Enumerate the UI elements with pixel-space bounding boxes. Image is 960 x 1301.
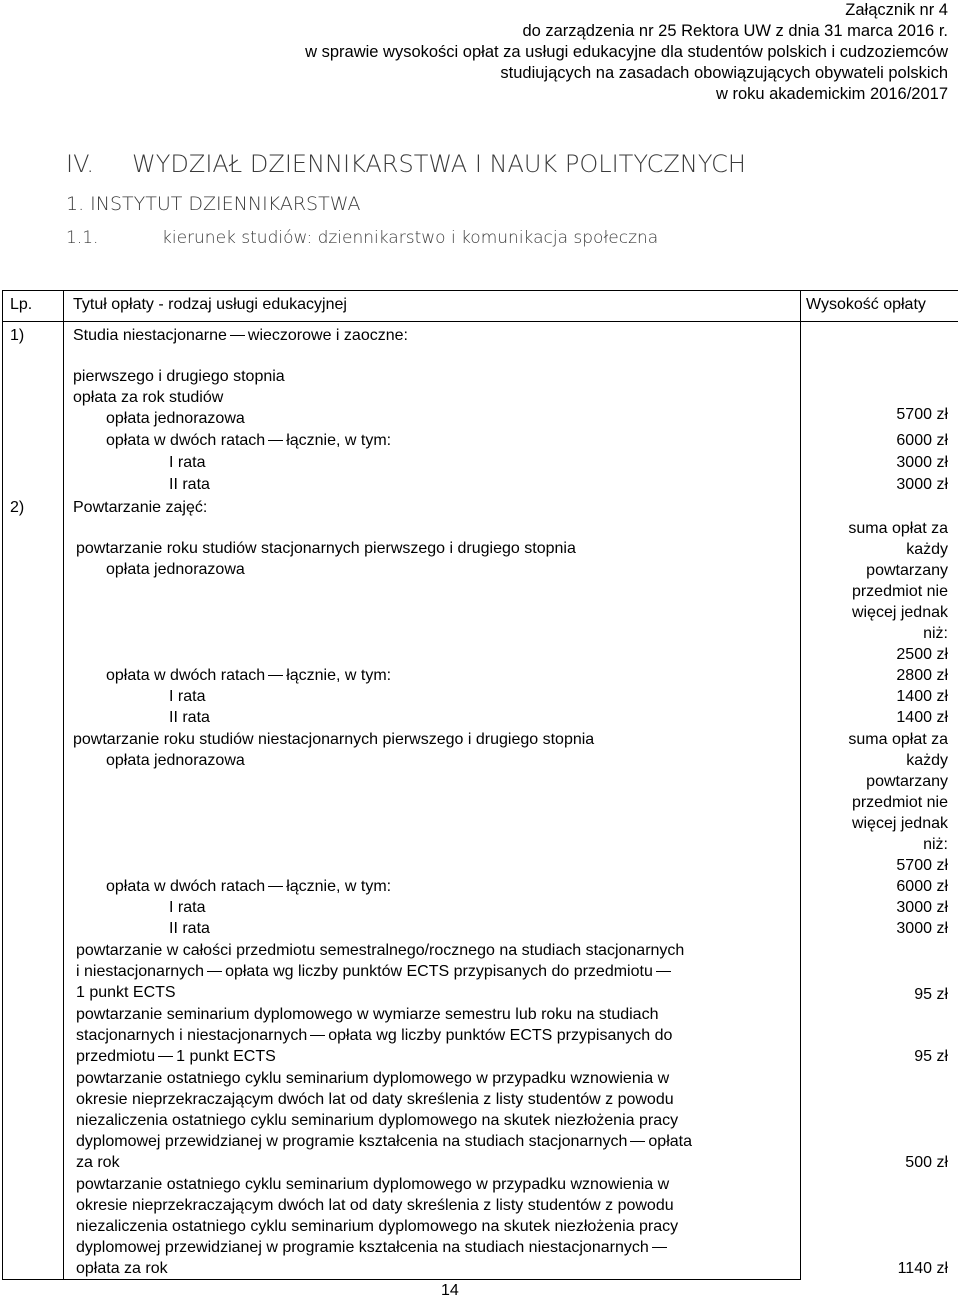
section-2-number: 2)	[10, 499, 25, 516]
r6-line	[76, 1237, 678, 1258]
r2-inst2-amount: 3000 zł	[896, 920, 948, 937]
course-heading	[66, 228, 658, 248]
r4-line-text: opłata wg liczby punktów ECTS przypisanych do	[328, 1027, 673, 1044]
r4-line-text: 1 punkt ECTS	[176, 1048, 276, 1065]
r4-line	[76, 1046, 672, 1067]
r6-line: okresie nieprzekraczającym dwóch lat od daty skreślenia z listy studentów z powodu	[76, 1197, 674, 1214]
col-header-amount: Wysokość opłaty	[806, 296, 926, 313]
r5-line-text: opłata	[648, 1133, 692, 1150]
s1-two-inst-label	[106, 430, 391, 451]
sum-line: przedmiot nie	[851, 794, 948, 811]
r2-inst2-label: II rata	[169, 920, 210, 937]
two-inst-text-rest: łącznie, w tym:	[286, 432, 392, 449]
section-1-title-text: Studia niestacjonarne	[73, 327, 227, 344]
s1-year: opłata za rok studiów	[73, 389, 224, 406]
section-1-title	[73, 325, 408, 346]
r3-amount: 95 zł	[914, 986, 948, 1003]
r1-inst1-label: I rata	[169, 688, 206, 705]
r4-line: powtarzanie seminarium dyplomowego w wymiarze semestru lub roku na studiach	[76, 1006, 659, 1023]
header-line-annex: Załącznik nr 4	[845, 1, 948, 19]
s1-one-time-amount: 5700 zł	[896, 406, 948, 423]
dash	[230, 335, 245, 336]
r2-sum-note	[848, 729, 948, 876]
r6-line: opłata za rok	[76, 1260, 168, 1277]
faculty-name: WYDZIAŁ DZIENNIKARSTWA I NAUK POLITYCZNYCH	[132, 150, 746, 178]
r6-line: powtarzanie ostatniego cyklu seminarium dyplomowego w przypadku wznowienia w	[76, 1176, 670, 1193]
r1-inst2-label: II rata	[169, 709, 210, 726]
s1-inst2-amount: 3000 zł	[896, 476, 948, 493]
r6-description	[76, 1174, 678, 1279]
s1-one-time-label: opłata jednorazowa	[106, 410, 245, 427]
sum-line: więcej jednak	[851, 815, 948, 832]
col-header-lp: Lp.	[10, 296, 33, 313]
r4-amount: 95 zł	[914, 1048, 948, 1065]
r1-one-time-label: opłata jednorazowa	[106, 561, 245, 578]
r5-line	[76, 1131, 692, 1152]
r1-inst1-amount: 1400 zł	[896, 688, 948, 705]
dash	[630, 1141, 645, 1142]
r3-line	[76, 961, 684, 982]
section-2-title: Powtarzanie zajęć:	[73, 499, 208, 516]
sum-line: powtarzany	[866, 773, 948, 790]
r3-line-text: opłata wg liczby punktów ECTS przypisanych do przedmiotu	[225, 963, 653, 980]
dash	[268, 440, 283, 441]
table-border-bottom	[2, 1279, 800, 1280]
s1-two-inst-amount: 6000 zł	[896, 432, 948, 449]
r4-description	[76, 1004, 672, 1067]
section-1-title-rest: wieczorowe i zaoczne:	[247, 327, 408, 344]
table-divider-lp	[63, 290, 64, 1280]
document-header	[305, 0, 948, 105]
r2-two-inst-amount: 6000 zł	[896, 878, 948, 895]
two-inst-text-rest: łącznie, w tym:	[286, 667, 392, 684]
header-line-subject: w sprawie wysokości opłat za usługi edukacyjne dla studentów polskich i cudzoziemców	[305, 43, 948, 61]
dash	[158, 1056, 173, 1057]
r6-line-text: dyplomowej przewidzianej w programie kształcenia na studiach niestacjonarnych	[76, 1239, 649, 1256]
table-border-left	[2, 290, 3, 1280]
course-number: 1.1.	[66, 228, 99, 248]
r1-title: powtarzanie roku studiów stacjonarnych pierwszego i drugiego stopnia	[76, 540, 576, 557]
r5-amount: 500 zł	[905, 1154, 948, 1171]
sum-line: więcej jednak	[851, 604, 948, 621]
sum-line: każdy	[906, 752, 948, 769]
header-line-subject-cont: studiujących na zasadach obowiązujących obywateli polskich	[500, 64, 948, 82]
sum-line: suma opłat za	[848, 731, 948, 748]
dash	[268, 675, 283, 676]
dash	[310, 1035, 325, 1036]
s1-inst2-label: II rata	[169, 476, 210, 493]
r6-amount: 1140 zł	[897, 1260, 948, 1277]
r1-sum-note	[848, 518, 948, 665]
sum-line: powtarzany	[866, 562, 948, 579]
col-header-title: Tytuł opłaty - rodzaj usługi edukacyjnej	[73, 296, 347, 313]
sum-line: niż:	[923, 625, 948, 642]
r3-line: 1 punkt ECTS	[76, 984, 176, 1001]
section-1-number: 1)	[10, 327, 25, 344]
sum-line: niż:	[923, 836, 948, 853]
s1-level: pierwszego i drugiego stopnia	[73, 368, 285, 385]
header-line-ordinance: do zarządzenia nr 25 Rektora UW z dnia 31 marca 2016 r.	[522, 22, 948, 40]
two-inst-text-rest: łącznie, w tym:	[286, 878, 392, 895]
r2-two-inst-label	[106, 876, 391, 897]
r4-line-text: stacjonarnych i niestacjonarnych	[76, 1027, 308, 1044]
r1-one-time-amount: 2500 zł	[896, 646, 948, 663]
r5-line: za rok	[76, 1154, 120, 1171]
dash	[207, 971, 222, 972]
r2-title: powtarzanie roku studiów niestacjonarnych pierwszego i drugiego stopnia	[73, 731, 595, 748]
r2-inst1-amount: 3000 zł	[896, 899, 948, 916]
sum-line: każdy	[906, 541, 948, 558]
r5-description	[76, 1068, 692, 1173]
r1-two-inst-label	[106, 665, 391, 686]
dash	[268, 886, 283, 887]
r2-inst1-label: I rata	[169, 899, 206, 916]
table-divider-amount	[800, 290, 801, 1280]
r5-line: okresie nieprzekraczającym dwóch lat od daty skreślenia z listy studentów z powodu	[76, 1091, 674, 1108]
s1-inst1-amount: 3000 zł	[896, 454, 948, 471]
two-inst-text: opłata w dwóch ratach	[106, 432, 266, 449]
r3-line: powtarzanie w całości przedmiotu semestralnego/rocznego na studiach stacjonarnych	[76, 942, 685, 959]
sum-line: przedmiot nie	[851, 583, 948, 600]
table-row-divider	[2, 321, 958, 322]
r5-line: niezaliczenia ostatniego cyklu seminarium dyplomowego na skutek niezłożenia pracy	[76, 1112, 679, 1129]
r3-description	[76, 940, 684, 1003]
dash	[656, 971, 671, 972]
s1-inst1-label: I rata	[169, 454, 206, 471]
r6-line: niezaliczenia ostatniego cyklu seminarium dyplomowego na skutek niezłożenia pracy	[76, 1218, 679, 1235]
page-number: 14	[441, 1282, 459, 1299]
r2-one-time-label: opłata jednorazowa	[106, 752, 245, 769]
institute-heading: 1. INSTYTUT DZIENNIKARSTWA	[66, 193, 361, 215]
r4-line-text: przedmiotu	[76, 1048, 156, 1065]
r3-line-text: i niestacjonarnych	[76, 963, 205, 980]
two-inst-text: opłata w dwóch ratach	[106, 878, 266, 895]
sum-line: suma opłat za	[848, 520, 948, 537]
r4-line	[76, 1025, 672, 1046]
dash	[652, 1247, 667, 1248]
r5-line-text: dyplomowej przewidzianej w programie kształcenia na studiach stacjonarnych	[76, 1133, 628, 1150]
r2-one-time-amount: 5700 zł	[896, 857, 948, 874]
course-name: kierunek studiów: dziennikarstwo i komunikacja społeczna	[162, 228, 659, 248]
table-border-top	[2, 290, 958, 291]
r5-line: powtarzanie ostatniego cyklu seminarium dyplomowego w przypadku wznowienia w	[76, 1070, 670, 1087]
header-line-year: w roku akademickim 2016/2017	[715, 85, 948, 103]
r1-two-inst-amount: 2800 zł	[896, 667, 948, 684]
faculty-number: IV.	[66, 150, 95, 178]
faculty-heading	[66, 150, 746, 178]
r1-inst2-amount: 1400 zł	[896, 709, 948, 726]
two-inst-text: opłata w dwóch ratach	[106, 667, 266, 684]
